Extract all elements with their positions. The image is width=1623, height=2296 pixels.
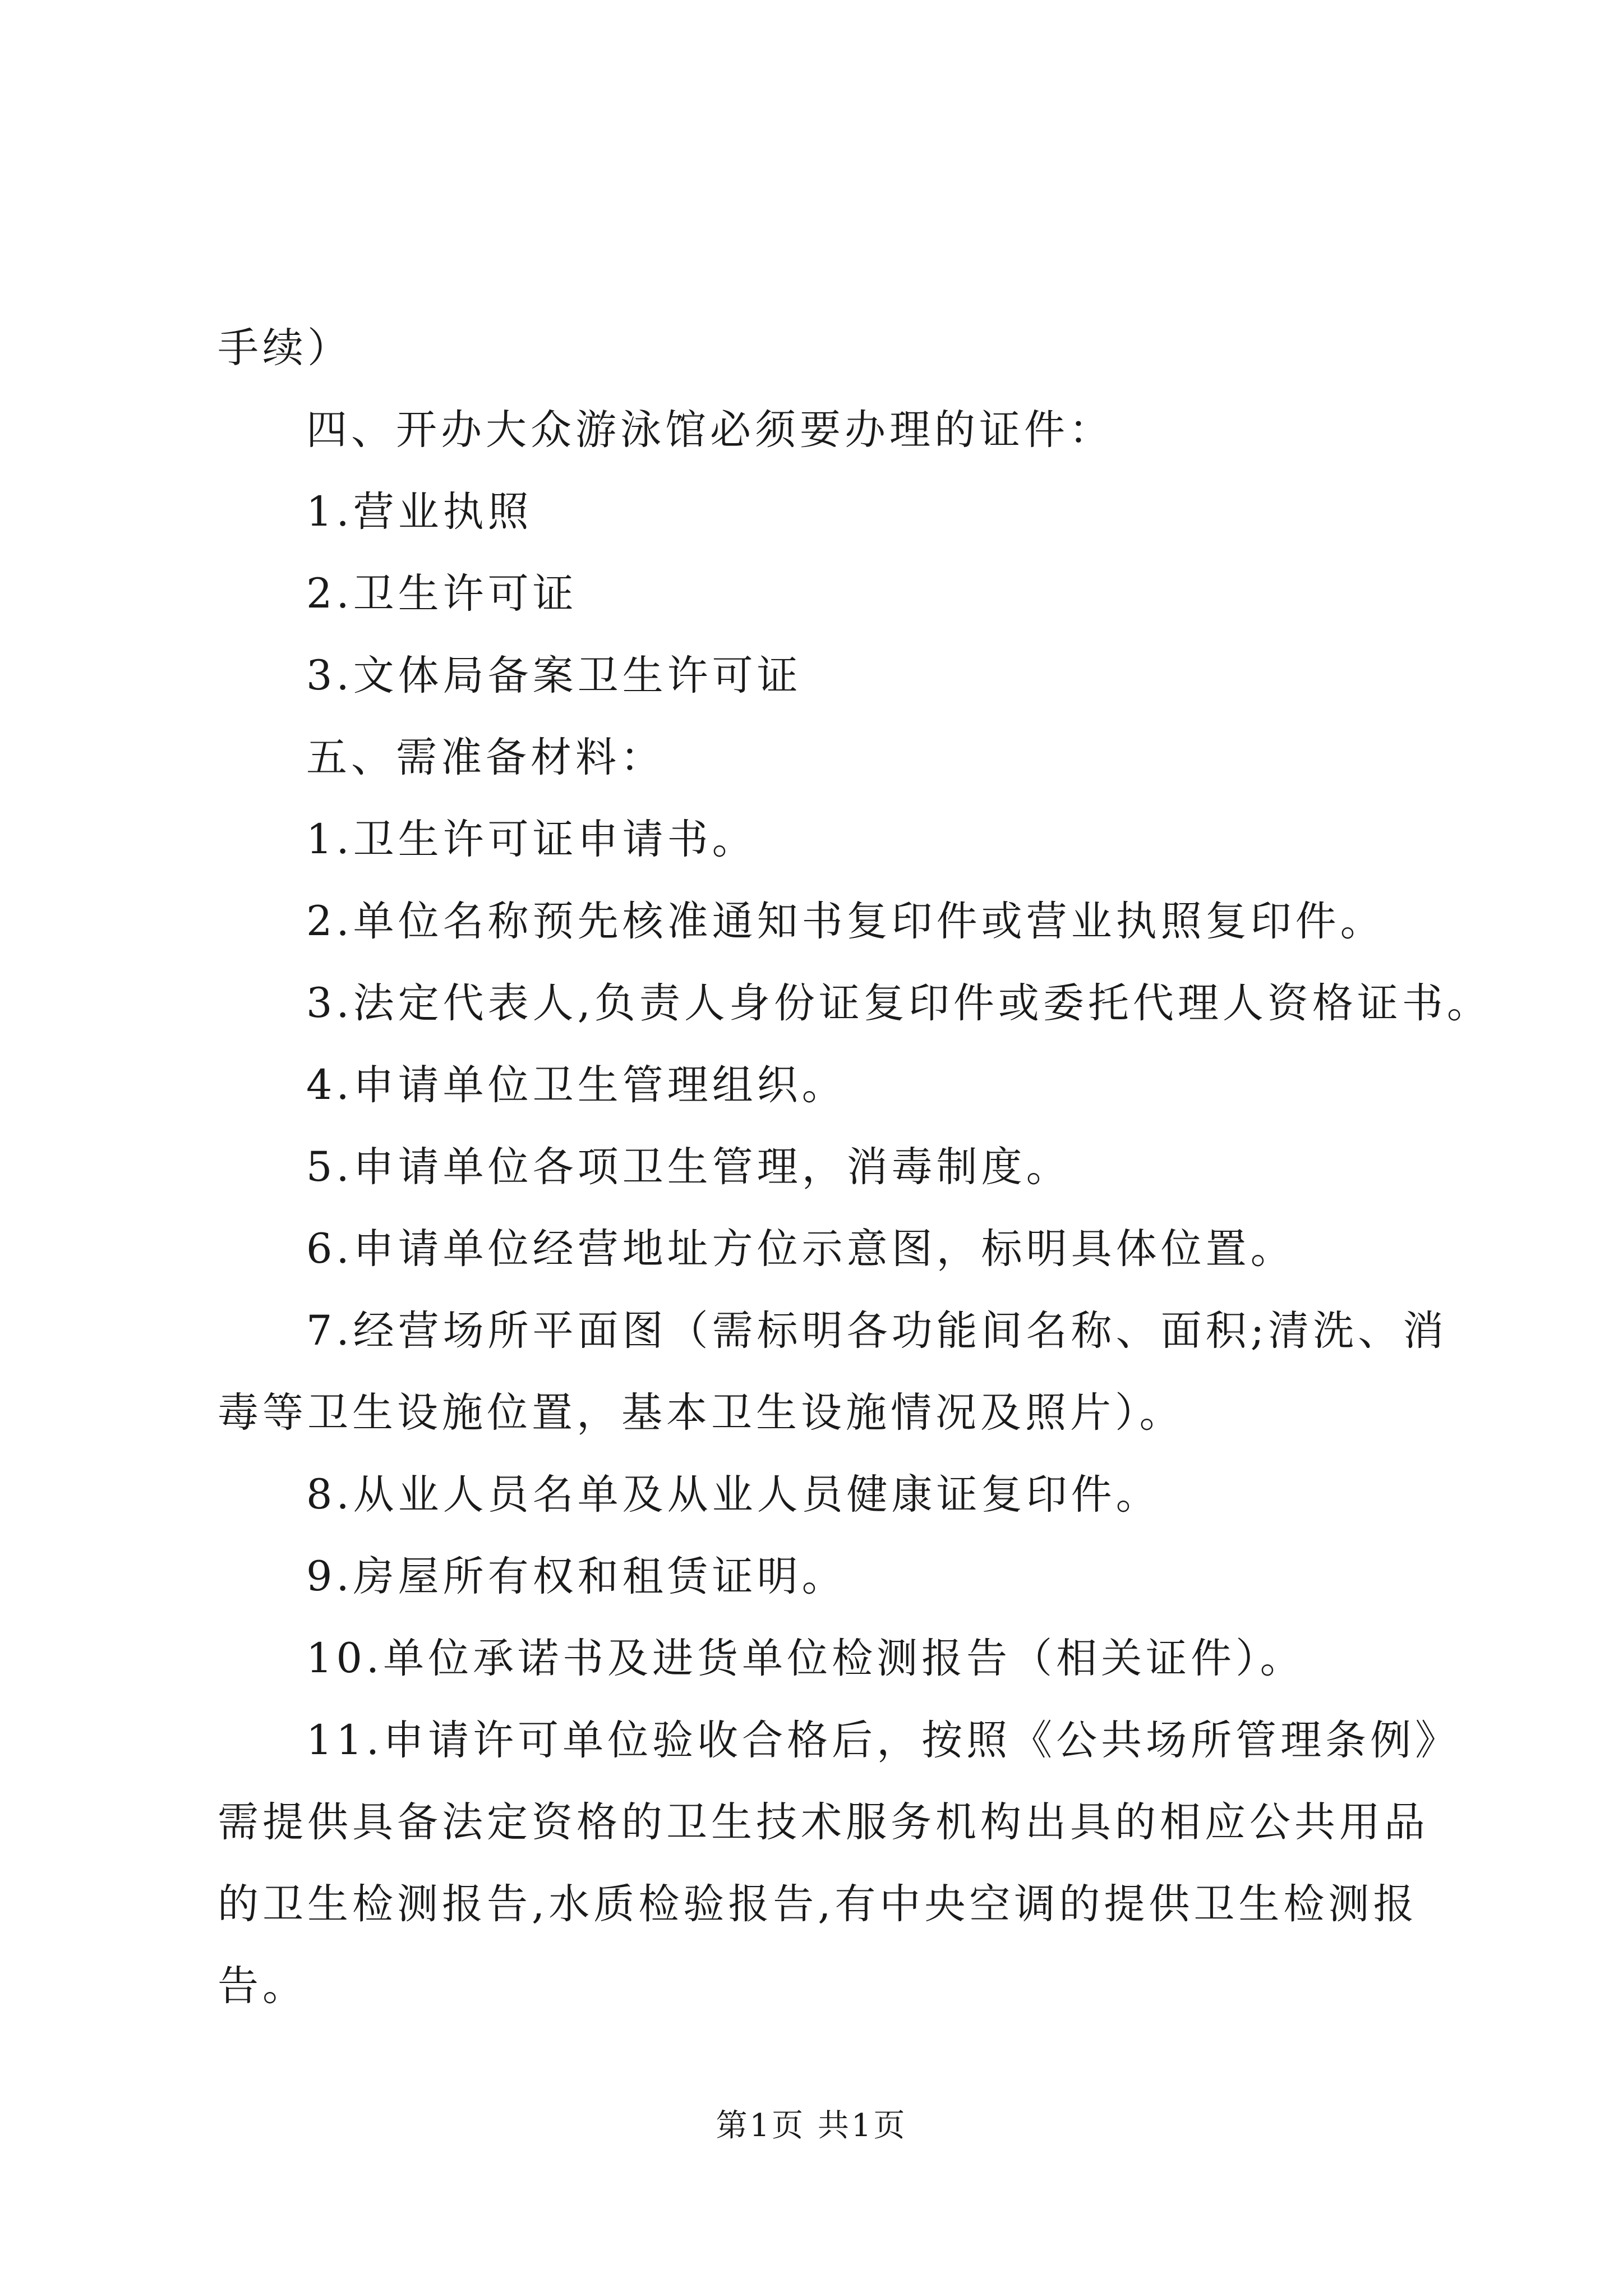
list-item-continuation: 毒等卫生设施位置，基本卫生设施情况及照片）。: [218, 1389, 1184, 1437]
list-item: 11.申请许可单位验收合格后，按照《公共场所管理条例》: [306, 1717, 1460, 1764]
list-item-continuation: 需提供具备法定资格的卫生技术服务机构出具的相应公共用品: [218, 1798, 1429, 1846]
list-item: 4.申请单位卫生管理组织。: [306, 1061, 847, 1109]
list-item: 3.文体局备案卫生许可证: [306, 652, 802, 700]
section-heading: 五、需准备材料：: [306, 734, 665, 781]
page-number: 第1页 共1页: [716, 2108, 907, 2144]
list-item: 6.申请单位经营地址方位示意图，标明具体位置。: [306, 1225, 1295, 1273]
document-body: [218, 307, 1492, 2027]
list-item: 5.申请单位各项卫生管理，消毒制度。: [306, 1143, 1071, 1191]
list-item: 8.从业人员名单及从业人员健康证复印件。: [306, 1471, 1161, 1519]
list-item: 3.法定代表人,负责人身份证复印件或委托代理人资格证书。: [306, 979, 1492, 1027]
section-heading: 四、开办大众游泳馆必须要办理的证件：: [306, 406, 1114, 454]
list-item: 9.房屋所有权和租赁证明。: [306, 1553, 847, 1600]
list-item: 1.营业执照: [306, 488, 533, 536]
list-item-continuation: 告。: [218, 1962, 307, 2010]
list-item: 2.单位名称预先核准通知书复印件或营业执照复印件。: [306, 898, 1385, 945]
text-line: 手续）: [218, 324, 352, 372]
list-item: 7.经营场所平面图（需标明各功能间名称、面积;清洗、消: [306, 1307, 1448, 1355]
page-footer: [0, 2106, 1623, 2146]
list-item-continuation: 的卫生检测报告,水质检验报告,有中央空调的提供卫生检测报: [218, 1880, 1418, 1928]
list-item: 10.单位承诺书及进货单位检测报告（相关证件）。: [306, 1635, 1305, 1682]
list-item: 1.卫生许可证申请书。: [306, 816, 757, 863]
list-item: 2.卫生许可证: [306, 570, 578, 618]
